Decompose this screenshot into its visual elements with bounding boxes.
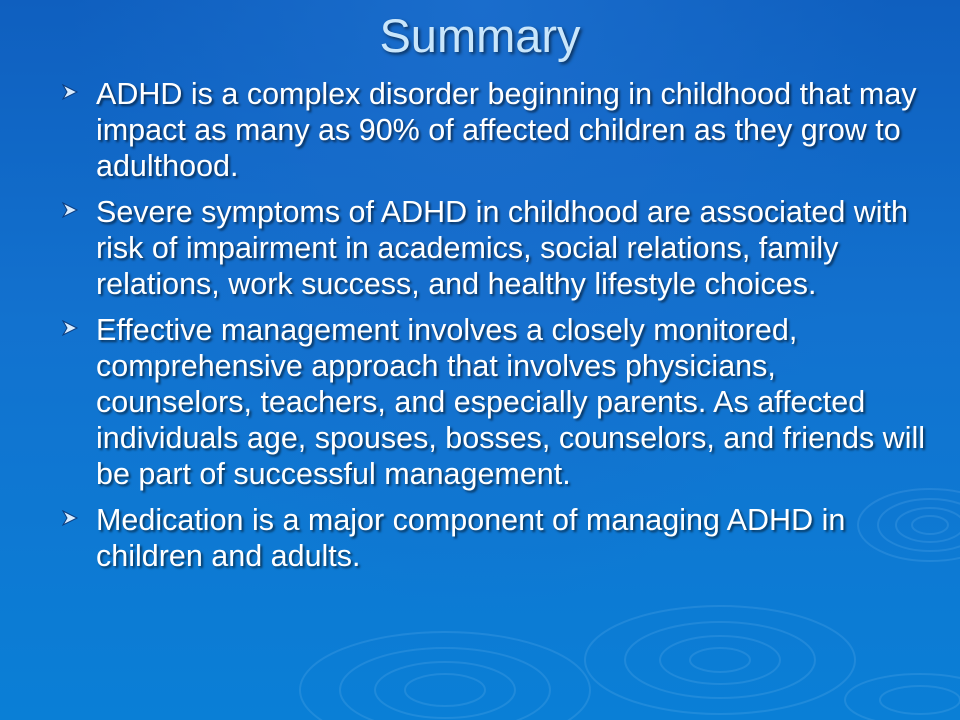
bullet-item (60, 194, 940, 302)
arrowhead-bullet-icon (60, 82, 80, 102)
bullet-text: Severe symptoms of ADHD in childhood are associated with risk of impairment in academics, social relations, family relations, work success, and healthy lifestyle choices. (96, 195, 909, 301)
bullet-list (60, 76, 940, 584)
arrowhead-bullet-icon (60, 200, 80, 220)
bullet-text: Effective management involves a closely monitored, comprehensive approach that involves physicians, counselors, teachers, and especially parents. As affected individuals age, spouses, bosses, counselors, and friends will be part of successful management. (96, 313, 926, 491)
bullet-item (60, 502, 940, 574)
slide-title: Summary (379, 9, 581, 62)
arrowhead-bullet-icon (60, 508, 80, 528)
bullet-text: ADHD is a complex disorder beginning in childhood that may impact as many as 90% of affected children as they grow to adulthood. (96, 77, 917, 183)
bullet-text: Medication is a major component of managing ADHD in children and adults. (96, 503, 846, 573)
bullet-item (60, 76, 940, 184)
arrowhead-bullet-icon (60, 318, 80, 338)
bullet-item (60, 312, 940, 492)
